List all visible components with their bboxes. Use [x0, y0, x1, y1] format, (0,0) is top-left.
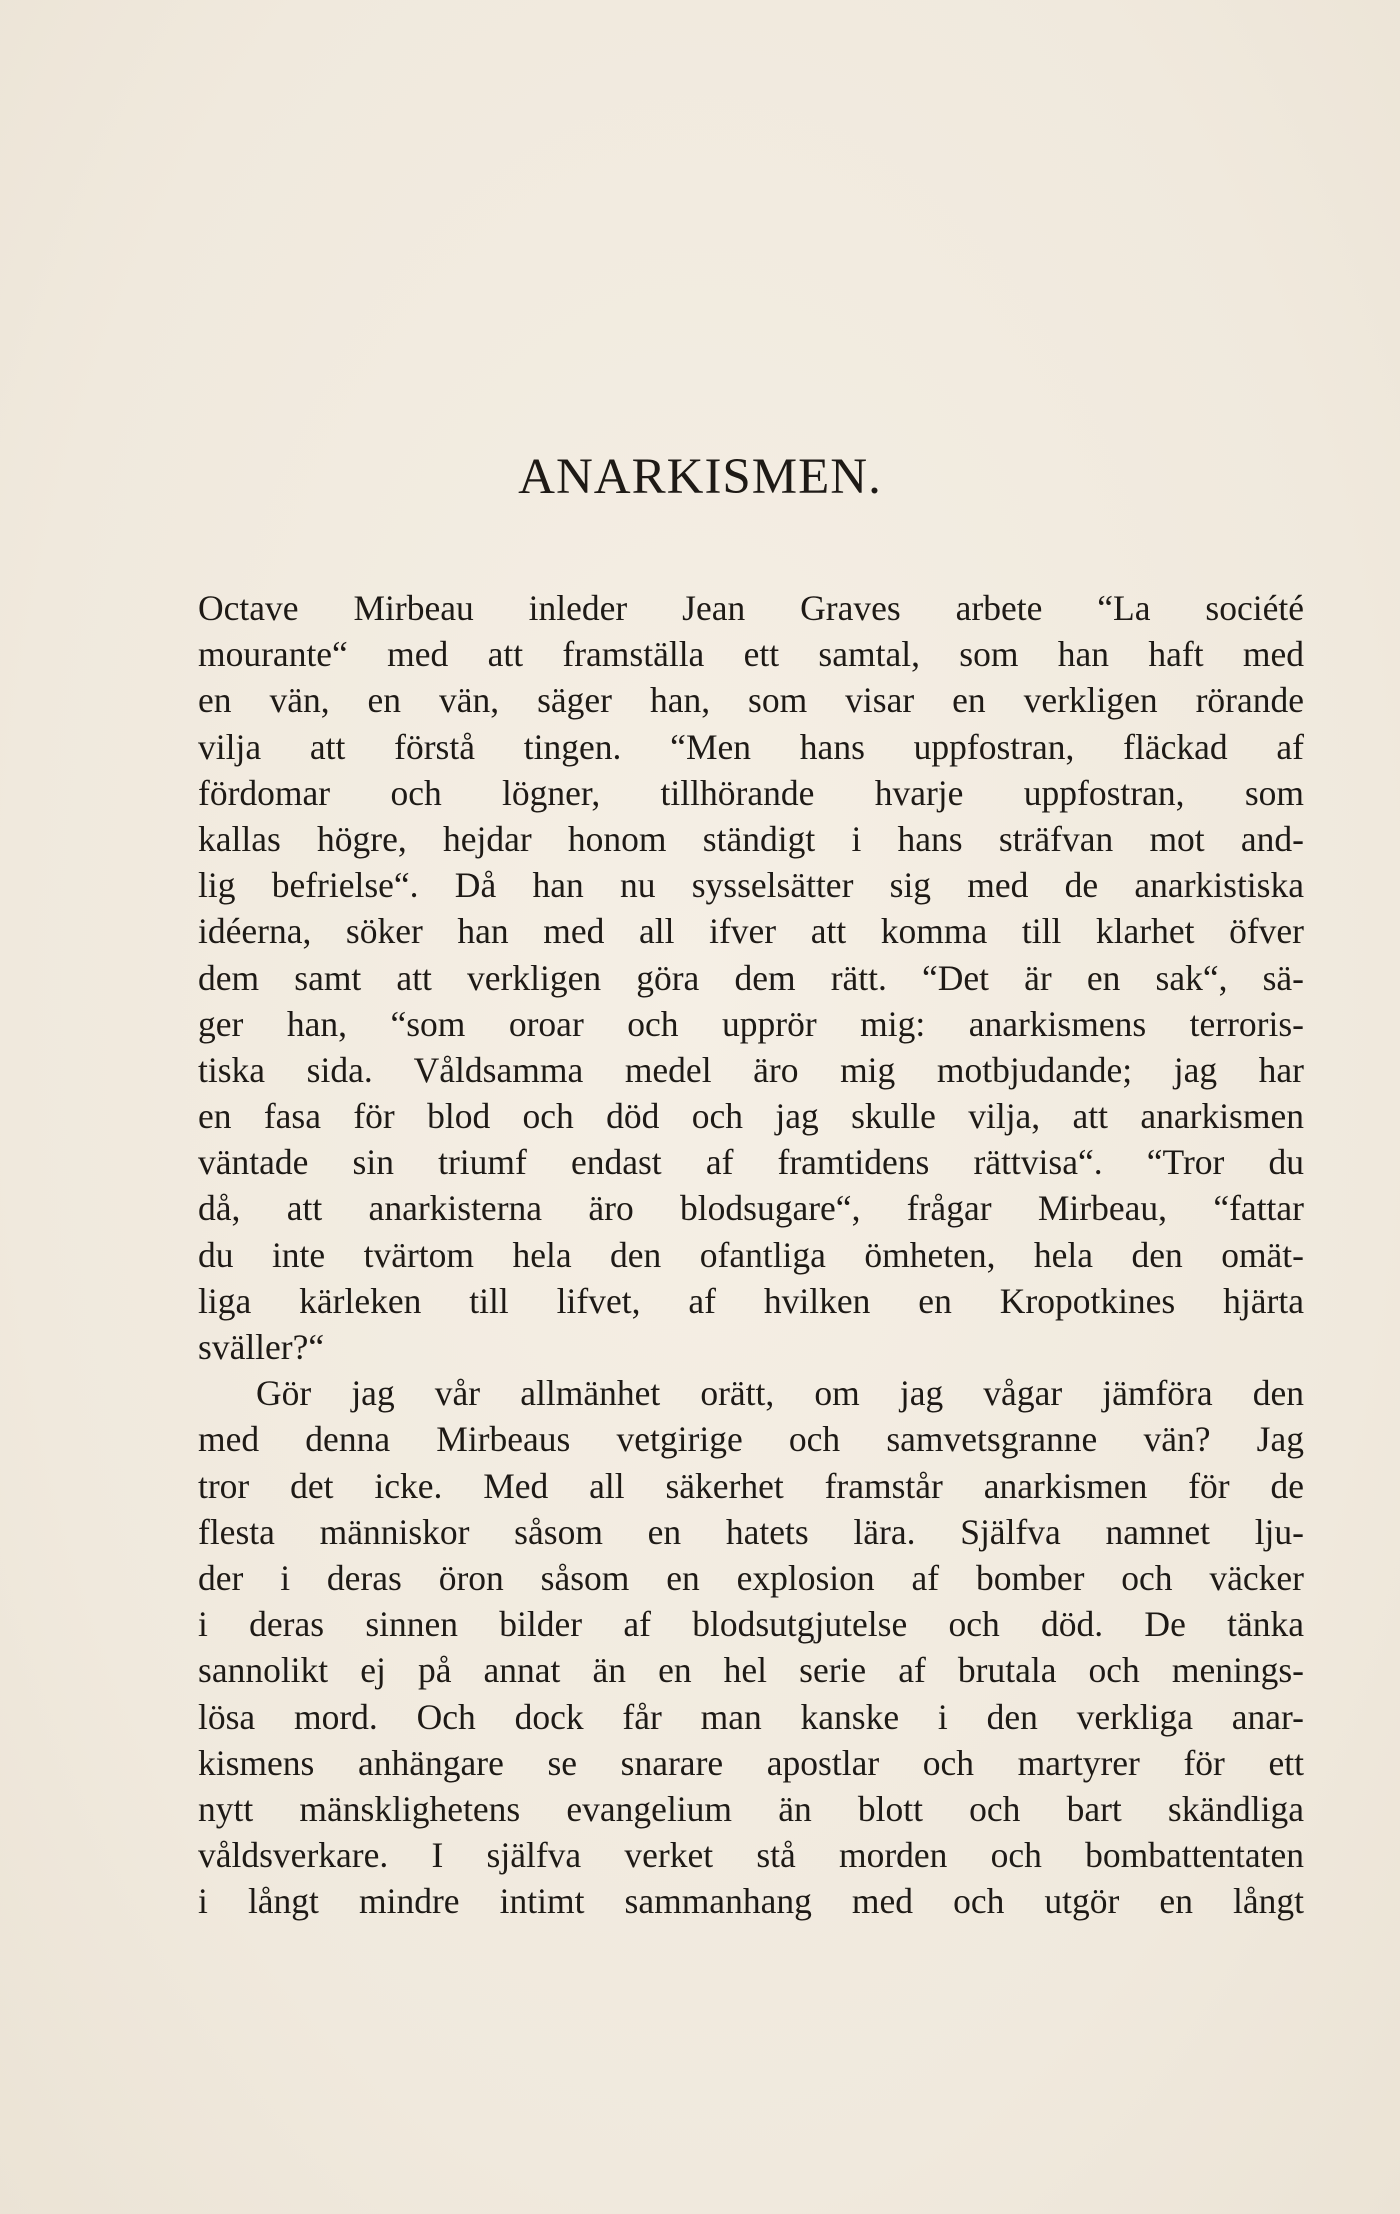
text-line: lösa mord. Och dock får man kanske i den verkliga anar-	[198, 1696, 1304, 1737]
text-line: då, att anarkisterna äro blodsugare“, frågar Mirbeau, “fattar	[198, 1188, 1304, 1229]
text-line: i långt mindre intimt sammanhang med och utgör en långt	[198, 1881, 1304, 1922]
text-line: ger han, “som oroar och upprör mig: anarkismens terroris-	[198, 1003, 1304, 1044]
chapter-title: ANARKISMEN.	[518, 449, 882, 505]
text-line: sväller?“	[198, 1327, 325, 1367]
text-line: Gör jag vår allmänhet orätt, om jag vågar jämföra den	[256, 1373, 1304, 1414]
text-line: vilja att förstå tingen. “Men hans uppfostran, fläckad af	[198, 726, 1304, 767]
text-line: Octave Mirbeau inleder Jean Graves arbete “La société	[198, 588, 1304, 628]
text-line: idéerna, söker han med all ifver att komma till klarhet öfver	[198, 911, 1304, 952]
text-line: der i deras öron såsom en explosion af bomber och väcker	[198, 1557, 1304, 1598]
text-line: en vän, en vän, säger han, som visar en verkligen rörande	[198, 680, 1304, 721]
text-line: i deras sinnen bilder af blodsutgjutelse och död. De tänka	[198, 1604, 1304, 1645]
text-line: med denna Mirbeaus vetgirige och samvetsgranne vän? Jag	[198, 1419, 1304, 1460]
text-line: kismens anhängare se snarare apostlar och martyrer för ett	[198, 1742, 1304, 1783]
text-line: mourante“ med att framställa ett samtal, som han haft med	[198, 634, 1304, 675]
text-line: tiska sida. Våldsamma medel äro mig motbjudande; jag har	[198, 1049, 1304, 1090]
text-line: dem samt att verkligen göra dem rätt. “Det är en sak“, sä-	[198, 957, 1304, 998]
text-line: flesta människor såsom en hatets lära. Själfva namnet lju-	[198, 1511, 1304, 1552]
text-line: kallas högre, hejdar honom ständigt i hans sträfvan mot and-	[198, 818, 1304, 859]
text-line: fördomar och lögner, tillhörande hvarje uppfostran, som	[198, 772, 1304, 813]
text-line: en fasa för blod och död och jag skulle vilja, att anarkismen	[198, 1096, 1304, 1137]
text-line: liga kärleken till lifvet, af hvilken en Kropotkines hjärta	[198, 1280, 1304, 1321]
text-line: nytt mänsklighetens evangelium än blott och bart skändliga	[198, 1788, 1304, 1829]
text-line: väntade sin triumf endast af framtidens rättvisa“. “Tror du	[198, 1142, 1304, 1183]
text-line: tror det icke. Med all säkerhet framstår anarkismen för de	[198, 1465, 1304, 1506]
text-line: lig befrielse“. Då han nu sysselsätter sig med de anarkistiska	[198, 865, 1304, 906]
text-line: du inte tvärtom hela den ofantliga ömheten, hela den omät-	[198, 1234, 1304, 1275]
text-line: sannolikt ej på annat än en hel serie af brutala och menings-	[198, 1650, 1304, 1691]
text-line: våldsverkare. I själfva verket stå morden och bombattentaten	[198, 1835, 1304, 1876]
body-text	[198, 585, 1304, 1924]
